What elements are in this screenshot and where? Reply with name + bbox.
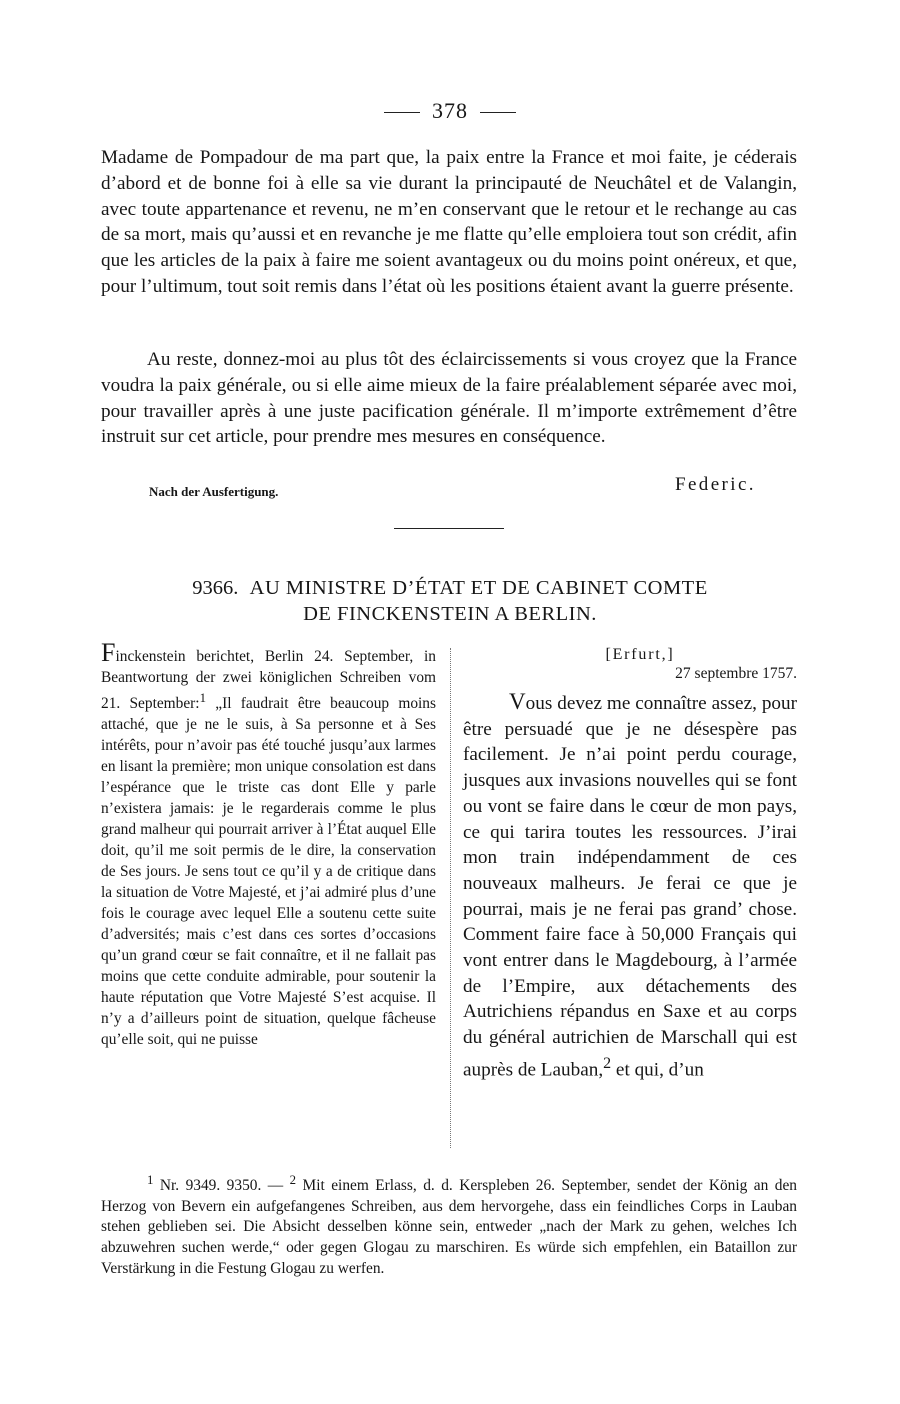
footnote-1-mark: 1	[147, 1173, 154, 1187]
column-divider	[450, 648, 451, 1148]
footnote-ref-1: 1	[199, 691, 206, 705]
left-column-text-b: „Il faudrait être beaucoup moins attaché, que je ne le suis, à Sa personne et à Ses intérêts, pour n’avoir pas été touché jusqu’aux larmes en lisant la première; mon unique consolation est dans l’espérance que le triste cas dont Elle y parle n’existera jamais: je le regarderais comme le plus grand malheur qui pourrait arriver à l’État auquel Elle doit, qu’il me soit permis de le dire, la conservation de Ses jours. Je sens tout ce qu’il y a de critique dans la situation de Votre Majesté, et j’ai admiré plus d’une fois le courage avec lequel Elle a soutenu cette suite d’adversités; mais c’est dans ces sortes d’occasions qu’un grand cœur se fait connaître, et il ne fallait pas moins que cette conduite admirable, pour soutenir la haute réputation que Votre Majesté S’est acquise. Il n’y a d’ailleurs point de situation, quelque fâcheuse qu’elle soit, qui ne puisse	[101, 695, 436, 1049]
footnotes	[101, 1170, 797, 1279]
left-column-report	[101, 638, 436, 1050]
right-column-text-a: ous devez me connaître assez, pour être persuadé que je ne désespère pas facilement. Je n’ai point perdu courage, jusques aux invasions nouvelles qui se font ou vont se faire dans le cœur de mon pays, ce qui tarira toutes les ressources. J’irai mon train indépendamment de ces nouveaux malheurs. Je ferai ce que je pourrai, mais je ne ferai pas grand’ chose. Comment faire face à 50,000 Français qui vont entrer dans le Magdebourg, à l’armée de l’Empire, aux détachements des Autrichiens répandus en Saxe et au corps du général autrichien de Marschall qui est auprès de Lauban,	[463, 693, 797, 1081]
left-column-dropcap: F	[101, 638, 116, 667]
document-heading-line-2: DE FINCKENSTEIN A BERLIN.	[303, 603, 597, 625]
section-separator-rule	[394, 528, 504, 529]
right-column-dropcap: V	[509, 689, 526, 714]
page-number-value: 378	[432, 98, 468, 123]
right-column-letter	[463, 645, 797, 1083]
signature: Federic.	[675, 474, 756, 495]
footnote-ref-2: 2	[603, 1054, 612, 1072]
letter-paragraph-1-text: Madame de Pompadour de ma part que, la paix entre la France et moi faite, je céderais d’abord et de bonne foi à elle sa vie durant la principauté de Neuchâtel et de Valangin, avec toute appartenance et revenu, ne m’en conservant que le retour et le rechange au cas de sa mort, mais qu’aussi et en revanche je me flatte qu’elle emploiera tout son crédit, afin que les articles de la paix à faire me soient avantageux ou du moins point onéreux, et que, pour l’ultimum, tout soit remis dans l’état où les positions étaient avant la guerre présente.	[101, 147, 797, 297]
document-heading-line-1	[100, 575, 800, 601]
document-heading	[100, 575, 800, 627]
footnote-2-mark: 2	[289, 1173, 297, 1187]
source-note: Nach der Ausfertigung.	[149, 484, 279, 499]
footnote-2-text: Mit einem Erlass, d. d. Kerspleben 26. September, sendet der König an den Herzog von Bevern ein aufgefangenes Schreiben, aus dem hervorgehe, dass ein feindliches Corps in Lauban stehen geblieben sei. Die Absicht desselben könne sein, entweder „nach der Mark zu gehen, welches Ich abzuwehren suchen werde,“ oder gegen Glogau zu marschiren. Es würde sich empfehlen, ein Bataillon zur Verstärkung in die Festung Glogau zu werfen.	[101, 1177, 797, 1277]
letter-paragraph-1	[101, 145, 797, 300]
page-number-dash-left	[384, 112, 420, 113]
left-column-text-a: inckenstein berichtet, Berlin 24. September, in Beantwortung der zwei königlichen Schreiben vom 21. September:	[101, 648, 436, 713]
footnote-1-text: Nr. 9349. 9350. —	[153, 1177, 290, 1195]
letter-date: 27 septembre 1757.	[675, 665, 797, 682]
right-column-text-b: et qui, d’un	[611, 1059, 704, 1081]
document-number: 9366.	[192, 577, 239, 599]
page-number	[0, 98, 900, 124]
document-heading-title-1: AU MINISTRE D’ÉTAT ET DE CABINET COMTE	[249, 577, 708, 599]
letter-place: [Erfurt,]	[605, 646, 675, 663]
letter-paragraph-2	[101, 347, 797, 450]
letter-paragraph-2-text: Au reste, donnez-moi au plus tôt des éclaircissements si vous croyez que la France voudra la paix générale, ou si elle aime mieux de la faire préalablement séparée avec moi, pour travailler après à une juste pacification générale. Il m’importe extrêmement d’être instruit sur cet article, pour prendre mes mesures en conséquence.	[101, 349, 797, 448]
page-number-dash-right	[480, 112, 516, 113]
right-column-letter-text	[463, 689, 797, 1083]
